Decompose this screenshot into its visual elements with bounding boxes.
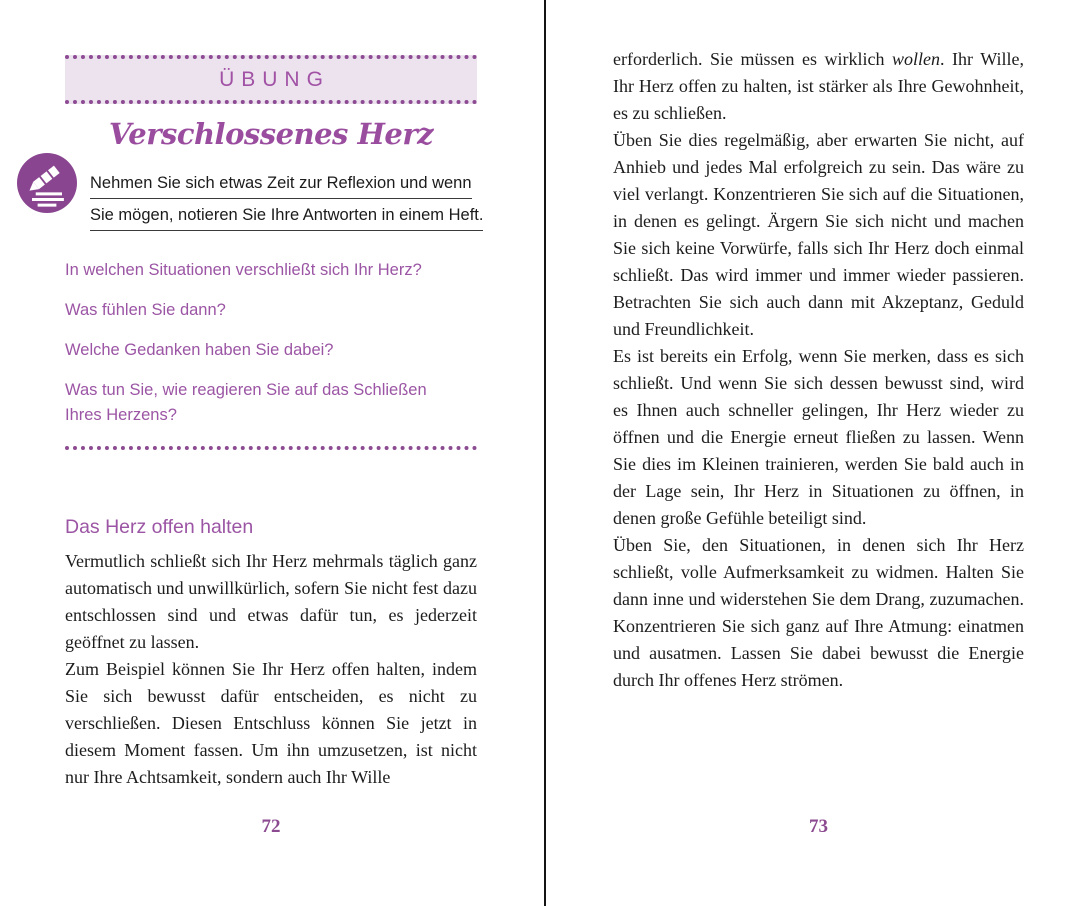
pencil-icon [17,153,77,213]
page-divider-line [544,0,546,906]
section-heading: Das Herz offen halten [65,516,254,538]
exercise-question: In welchen Situationen verschließt sich Ihr Herz? [65,261,422,279]
body-paragraph: Zum Beispiel können Sie Ihr Herz offen halten, indem Sie sich bewusst dafür entscheiden, es nicht zu verschließen. Diesen Entschluss können Sie jetzt in diesem Moment fassen. Um ihn umzusetzen, ist nicht nur Ihre Achtsamkeit, sondern auch Ihr Wille [65,659,477,787]
left-page-body [65,548,477,791]
body-paragraph: Üben Sie, den Situationen, in denen sich Ihr Herz schließt, volle Aufmerksamkeit zu widmen. Halten Sie dann inne und widerstehen Sie dem Drang, zuzumachen. Konzentrieren Sie sich ganz auf Ihre Atmung: einatmen und ausatmen. Lassen Sie dabei bewusst die Energie durch Ihr offenes Herz strömen. [613,535,1024,690]
emphasized-word: wollen [892,49,941,69]
paragraph-text: . Ihr Wille, Ihr Herz offen zu halten, ist stärker als Ihre Gewohnheit, es zu schließen. [613,49,1024,123]
exercise-intro-line2: Sie mögen, notieren Sie Ihre Antworten in einem Heft. [90,202,483,231]
right-page-body [613,46,1024,694]
dotted-divider [65,446,477,450]
body-paragraph [613,46,1024,127]
exercise-question: Welche Gedanken haben Sie dabei? [65,341,334,359]
exercise-intro [90,170,484,234]
exercise-questions [65,258,477,428]
body-paragraph: Vermutlich schließt sich Ihr Herz mehrmals täglich ganz automatisch und unwillkürlich, sofern Sie nicht fest dazu entschlossen sind und etwas dafür tun, es jederzeit geöffnet zu lassen. [65,551,477,652]
body-paragraph: Es ist bereits ein Erfolg, wenn Sie merken, dass es sich schließt. Und wenn Sie sich dessen bewusst sind, wird es Ihnen auch schneller gelingen, Ihr Herz wieder zu öffnen und die Energie erneut fließen zu lassen. Wenn Sie dies im Kleinen trainieren, werden Sie bald auch in der Lage sein, Ihr Herz in Situationen zu öffnen, in denen große Gefühle beteiligt sind. [613,346,1024,528]
left-page [65,0,484,906]
page-number: 72 [261,816,281,837]
exercise-banner [65,55,477,104]
exercise-banner-label: ÜBUNG [219,68,330,91]
exercise-question: Was tun Sie, wie reagieren Sie auf das Schließen Ihres Herzens? [65,381,427,424]
paragraph-text: erforderlich. Sie müssen es wirklich [613,49,893,69]
page-number: 73 [809,816,828,837]
right-page [613,0,1024,906]
body-paragraph: Üben Sie dies regelmäßig, aber erwarten Sie nicht, auf Anhieb und jedes Mal erfolgreich zu sein. Das wäre zu viel verlangt. Konzentrieren Sie sich auf die Situationen, in denen es gelingt. Ärgern Sie sich nicht und machen Sie sich keine Vorwürfe, falls sich Ihr Herz doch einmal schließt. Das wird immer und immer wieder passieren. Betrachten Sie sich auch dann mit Akzeptanz, Geduld und Freundlichkeit. [613,130,1024,339]
exercise-intro-line1: Nehmen Sie sich etwas Zeit zur Reflexion und wenn [90,170,472,199]
exercise-question: Was fühlen Sie dann? [65,301,226,319]
exercise-title: Verschlossenes Herz [108,117,434,151]
